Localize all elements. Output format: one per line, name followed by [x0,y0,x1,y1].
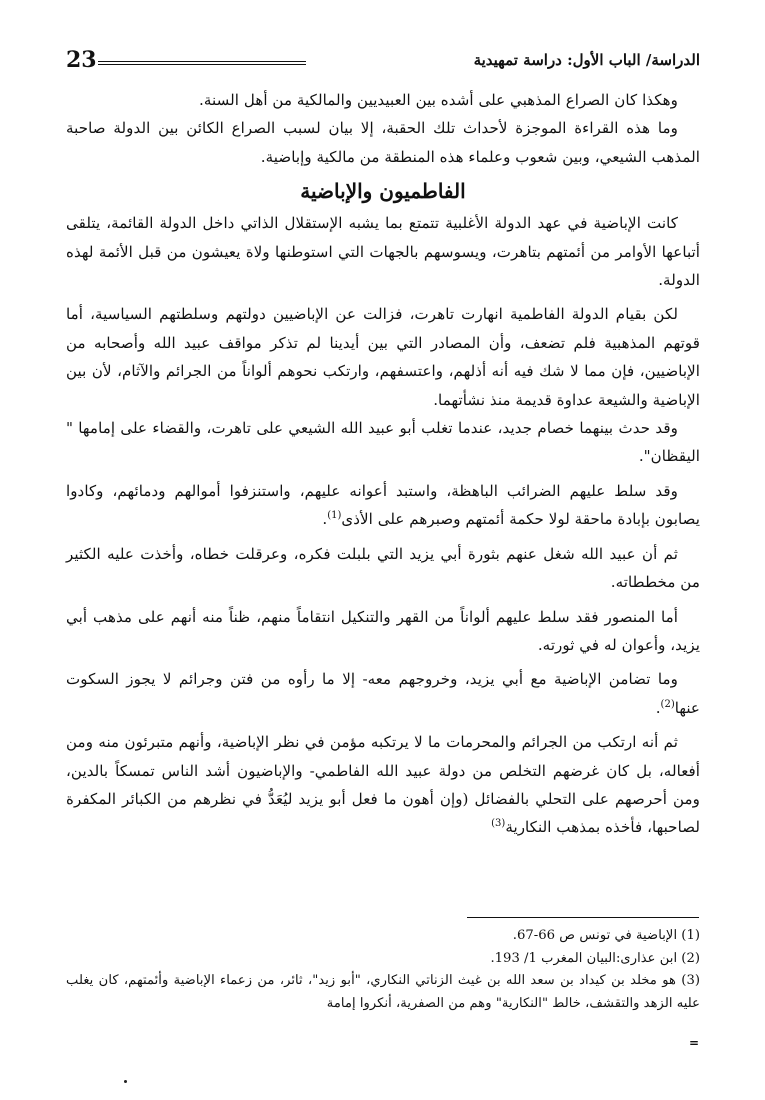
paragraph: وقد سلط عليهم الضرائب الباهظة، واستبد أعوانه عليهم، واستنزفوا أموالهم ودمائهم، وكادوا يصابون بإبادة ماحقة لولا حكمة أئمتهم وصبرهم على الأذى$^{(1)}$. [66,481,700,529]
footnote: (2) ابن عذارى:البيان المغرب 1/ 193. [490,950,700,966]
paragraph: أما المنصور فقد سلط عليهم ألواناً من القهر والتنكيل انتقاماً منهم، ظناً منه أنهم على مذهب أبي يزيد، وأعوان له في ثورته. [66,607,700,654]
footnote: (1) الإباضية في تونس ص 66-67. [512,928,700,943]
footnote-continuation-mark: = [688,1036,699,1050]
page-number: 23 [66,47,97,73]
footnote-ref: (2) [660,698,675,710]
paragraph: وقد حدث بينهما خصام جديد، عندما تغلب أبو عبيد الله الشيعي على تاهرت، والقضاء على إمامها " اليقظان". [66,419,700,466]
paragraph: ثم أن عبيد الله شغل عنهم بثورة أبي يزيد التي بلبلت فكره، وعرقلت خطاه، وأخذت عليه الكثير من مخططاته. [66,544,700,592]
footnote: (3) هو مخلد بن كيداد بن سعد الله بن غيث الزناتي النكاري، "أبو زيد"، ثائر، من زعماء الإباضية وأئمتهم، كان يغلب عليه الزهد والتقشف، خالط "النكارية" وهم من الصفرية، أنكروا إمامة [66,973,700,1011]
page-header [66,46,700,76]
paragraph: كانت الإباضية في عهد الدولة الأغلبية تتمتع بما يشبه الإستقلال الذاتي داخل الدولة القائمة، يتلقى أتباعها الأوامر من أئمتهم بتاهرت، ويسوسهم بالجهات التي استوطنها ولاة يعيشون من قبل الأئمة لهذه الدولة. [66,214,700,290]
footnotes [66,925,700,1015]
paragraph: ثم أنه ارتكب من الجرائم والمحرمات ما لا يرتكبه مؤمن في نظر الإباضية، وأنهم متبرئون منه ومن أفعاله، بل كان غرضهم التخلص من دولة عبيد الله الفاطمي- والإباضيون أشد الناس تمسكاً بالدين، ومن أحرصهم على التحلي بالفضائل (وإن أهون ما فعل أبو يزيد ليُعَدُّ في نظرهم من الكبائر المكفرة لصاحبها، فأخذه بمذهب النكارية$^{(3)}$ [66,733,700,837]
header-rule [98,61,306,65]
footnote-ref: (3) [491,818,506,830]
print-speck [124,1080,127,1083]
paragraph: وما تضامن الإباضية مع أبي يزيد، وخروجهم معه- إلا ما رأوه من فتن وجرائم لا يجوز السكوت عنها$^{(2)}$. [66,670,700,717]
footnote-separator [467,917,699,918]
paragraph: وهكذا كان الصراع المذهبي على أشده بين العبيديين والمالكية من أهل السنة. [199,91,678,109]
paragraph: لكن بقيام الدولة الفاطمية انهارت تاهرت، فزالت عن الإباضيين دولتهم وسلطتهم السياسية، أما قوتهم المذهبية فلم تضعف، وأن المصادر التي بين أيدينا لم تذكر مواقف عبيد الله وأصحابه من الإباضيين، فإن مما لا شك فيه أنه أذلهم، واعتسفهم، وارتكب نحوهم ألواناً من الجرائم والآثام، لأن بين الإباضية والشيعة عداوة قديمة منذ نشأتهما. [66,305,700,409]
main-text [66,86,700,842]
running-title: الدراسة/ الباب الأول: دراسة تمهيدية [473,51,700,69]
paragraph: وما هذه القراءة الموجزة لأحداث تلك الحقبة، إلا بيان لسبب الصراع الكائن بين الدولة صاحبة المذهب الشيعي، وبين شعوب وعلماء هذه المنطقة من مالكية وإباضية. [66,119,700,166]
footnote-ref: (1) [327,510,342,522]
section-heading: الفاطميون والإباضية [300,179,466,204]
